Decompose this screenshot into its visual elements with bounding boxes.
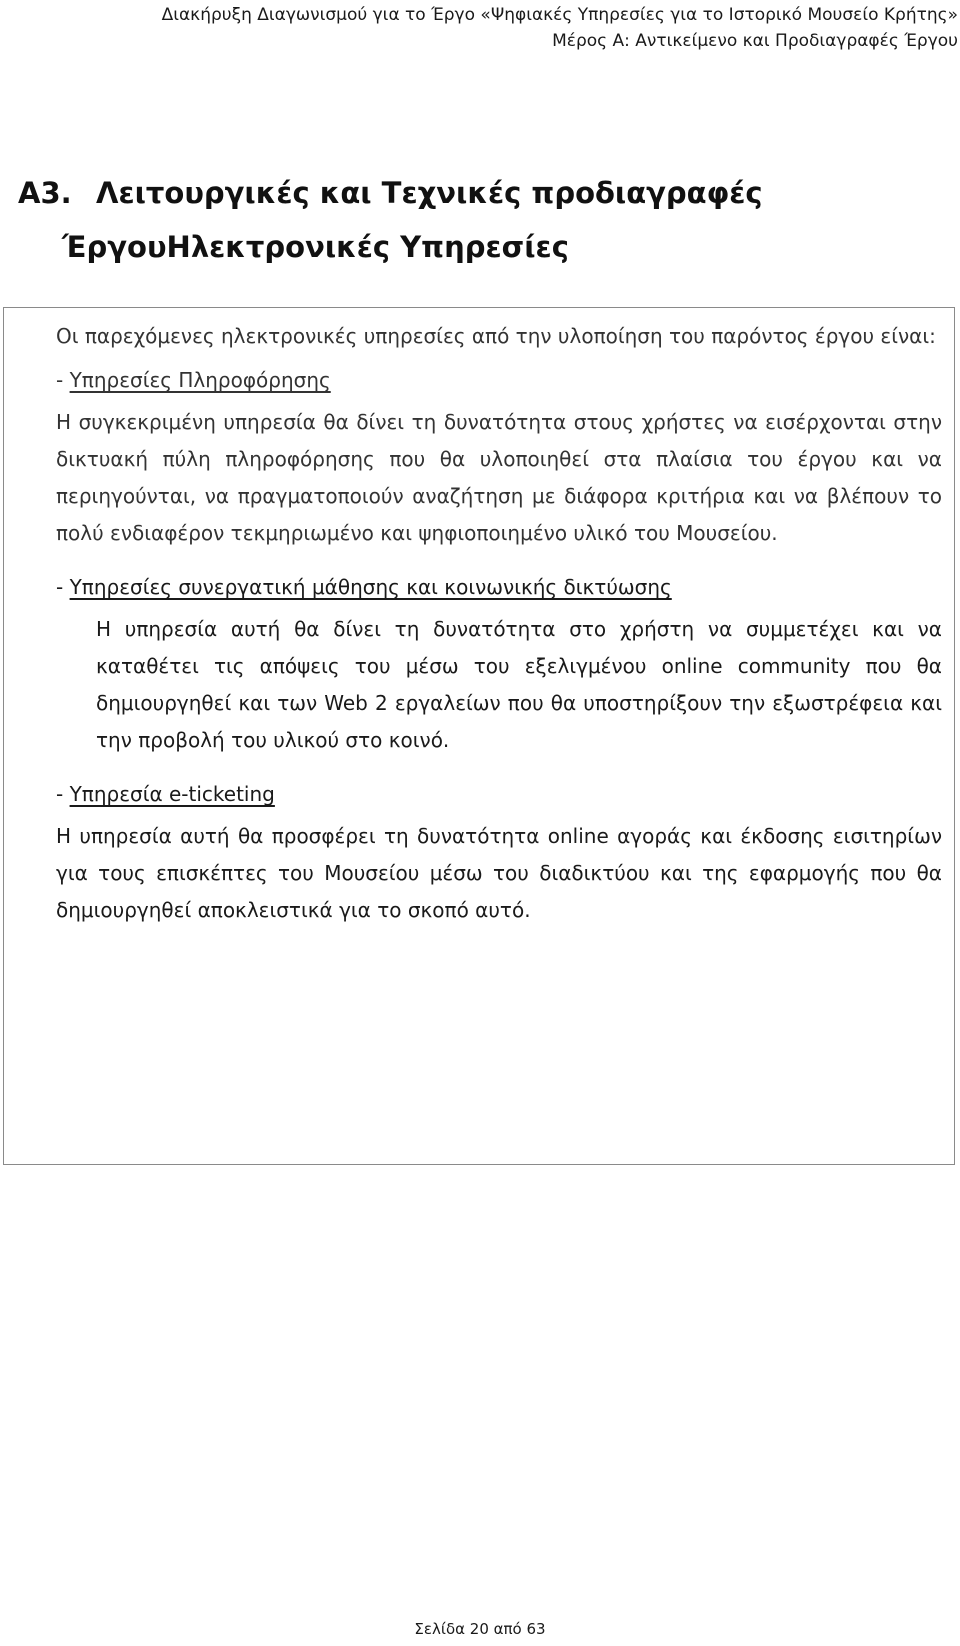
section-title-row-1 [18,166,948,220]
section-title-row-2 [18,220,948,274]
section-title-line-1: Λειτουργικές και Τεχνικές προδιαγραφές [96,176,763,210]
section-number: Α3. [18,176,72,210]
spacer [56,552,942,562]
service-heading-prefix: - [56,575,70,599]
intro-paragraph: Οι παρεχόμενες ηλεκτρονικές υπηρεσίες από την υλοποίηση του παρόντος έργου είναι: [56,324,936,348]
service-heading-information [56,362,942,399]
document-header [0,2,960,54]
header-part-title: Μέρος Α: Αντικείμενο και Προδιαγραφές Έργου [552,31,958,51]
service-title-information: Υπηρεσίες Πληροφόρησης [69,368,331,392]
service-heading-prefix: - [56,782,70,806]
service-title-collaborative: Υπηρεσίες συνεργατική μάθησης και κοινωνικής δικτύωσης [69,575,672,599]
service-title-eticketing: Υπηρεσία e-ticketing [69,782,275,806]
service-body-collaborative: Η υπηρεσία αυτή θα δίνει τη δυνατότητα στο χρήστη να συμμετέχει και να καταθέτει τις απόψεις του μέσω του εξελιγμένου online community που θα δημιουργηθεί και των Web 2 εργαλείων που θα υποστηρίξουν την εξωστρέφεια και την προβολή του υλικού στο κοινό. [96,617,942,752]
section-title-line-2: ΈργουΗλεκτρονικές Υπηρεσίες [62,230,569,264]
service-heading-collaborative [56,569,942,606]
service-heading-prefix: - [56,368,70,392]
content-body [56,318,942,929]
header-tender-title: Διακήρυξη Διαγωνισμού για το Έργο «Ψηφιακές Υπηρεσίες για το Ιστορικό Μουσείο Κρήτης» [161,5,958,25]
service-body-eticketing: Η υπηρεσία αυτή θα προσφέρει τη δυνατότητα online αγοράς και έκδοσης εισιτηρίων για τους επισκέπτες του Μουσείου μέσω του διαδικτύου και της εφαρμογής που θα δημιουργηθεί αποκλειστικά για το σκοπό αυτό. [56,824,942,922]
spacer [56,759,942,769]
page-number: Σελίδα 20 από 63 [414,1620,546,1638]
service-heading-eticketing [56,776,942,813]
section-title [18,166,948,274]
service-body-information: Η συγκεκριμένη υπηρεσία θα δίνει τη δυνατότητα στους χρήστες να εισέρχονται στην δικτυακή πύλη πληροφόρησης που θα υλοποιηθεί στα πλαίσια του έργου και να περιηγούνται, να πραγματοποιούν αναζήτηση με διάφορα κριτήρια και να βλέπουν το πολύ ενδιαφέρον τεκμηριωμένο και ψηφιοποιημένο υλικό του Μουσείου. [56,410,942,545]
